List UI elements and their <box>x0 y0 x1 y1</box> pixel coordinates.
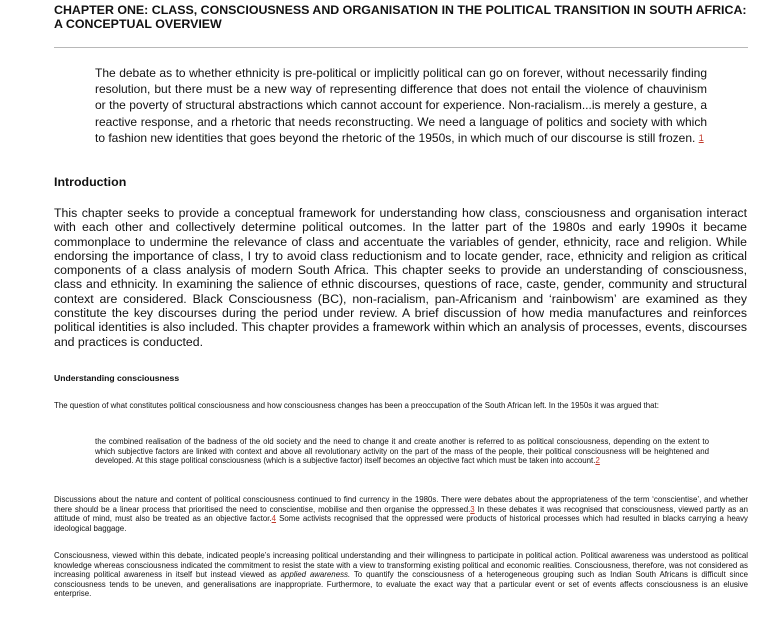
paragraph-2-text-c: Some activists recognised that the oppressed were products of historical processes which had resulted in blacks carrying a heavy ideological baggage. <box>54 514 749 533</box>
introduction-heading: Introduction <box>54 175 127 189</box>
block-quote <box>95 437 709 466</box>
paragraph-2-text-a: Discussions about the nature and content of political consciousness continued to find currency in the 1980s. There were debates about the appropriateness of the term ‘conscientise’, and whether there should be a linear process that prioritised the need to conscientise, mobilise and then organise the oppressed. <box>54 495 748 514</box>
paragraph-3-emphasis: applied awareness. <box>280 570 351 580</box>
epigraph-text: The debate as to whether ethnicity is pre-political or implicitly political can go on forever, without necessarily finding resolution, but there must be a new way of representing difference that does not entail the violence of chauvinism or the poverty of structural abstractions which cannot account for experience. Non-racialism...is merely a gesture, a reactive response, and a rhetoric that needs reconstructing. We need a language of politics and society with which to fashion new identities that goes beyond the rhetoric of the 1950s, in which much of our discourse is still frozen. <box>95 66 707 145</box>
footnote-link-1[interactable]: 1 <box>698 132 704 143</box>
footnote-link-3[interactable]: 3 <box>470 504 475 514</box>
consciousness-paragraph-3 <box>54 551 748 599</box>
divider <box>54 47 748 48</box>
consciousness-heading: Understanding consciousness <box>54 373 180 383</box>
paragraph-3-text-a: Consciousness, viewed within this debate, indicated people’s increasing political understanding and their willingness to participate in political action. Political awareness was understood as political knowledge whereas consciousness indicated the commitment to resist the state with a view to transforming existing political and economic realities. Consciousness, therefore, was not considered as increasing political awareness in itself but instead viewed as <box>54 551 748 580</box>
footnote-link-4[interactable]: 4 <box>271 514 277 524</box>
paragraph-2-text-b: In these debates it was recognised that consciousness, viewed partly as an attitude of mind, must also be treated as an objective factor. <box>54 504 748 524</box>
chapter-title: CHAPTER ONE: CLASS, CONSCIOUSNESS AND ORGANISATION IN THE POLITICAL TRANSITION IN SOUTH AFRICA: A CONCEPTUAL OVERVIEW <box>54 3 747 31</box>
block-quote-text: the combined realisation of the badness of the old society and the need to change it and create another is referred to as political consciousness, depending on the extent to which subjective factors are linked with context and above all revolutionary activity on the part of the mass of the people, their political consciousness will be heightened and developed. At this stage political consciousness (which is a subjective factor) itself becomes an objective fact which must be taken into account. <box>95 437 709 466</box>
footnote-link-2[interactable]: 2 <box>595 456 600 466</box>
consciousness-paragraph-2 <box>54 495 748 533</box>
paragraph-3-text-b: To quantify the consciousness of a heterogeneous grouping such as Indian South Africans is difficult since consciousness tends to be uneven, and generalisations are inappropriate. Furthermore, to evaluate the exact way that a particular event or set of events affects consciousness is an elusive enterprise. <box>54 570 748 599</box>
epigraph <box>95 65 707 146</box>
consciousness-paragraph-1: The question of what constitutes political consciousness and how consciousness changes has been a preoccupation of the South African left. In the 1950s it was argued that: <box>54 401 659 410</box>
introduction-paragraph: This chapter seeks to provide a conceptual framework for understanding how class, consciousness and organisation interact with each other and collectively determine political outcomes. In the latter part of the 1980s and early 1990s it became commonplace to undermine the relevance of class and accentuate the variables of gender, ethnicity, race and religion. While endorsing the importance of class, I try to avoid class reductionism and to locate gender, race, ethnicity and religion as critical components of a class analysis of modern South Africa. This chapter seeks to provide an understanding of consciousness, class and ethnicity. In examining the salience of ethnic discourses, questions of race, caste, gender, community and structural context are considered. Black Consciousness (BC), non-racialism, pan-Africanism and ‘rainbowism’ are examined as they constitute the key discourses during the period under review. A brief discussion of how media manufactures and reinforces political identities is also included. This chapter provides a framework within which an analysis of processes, events, discourses and practices is conducted. <box>54 206 747 349</box>
